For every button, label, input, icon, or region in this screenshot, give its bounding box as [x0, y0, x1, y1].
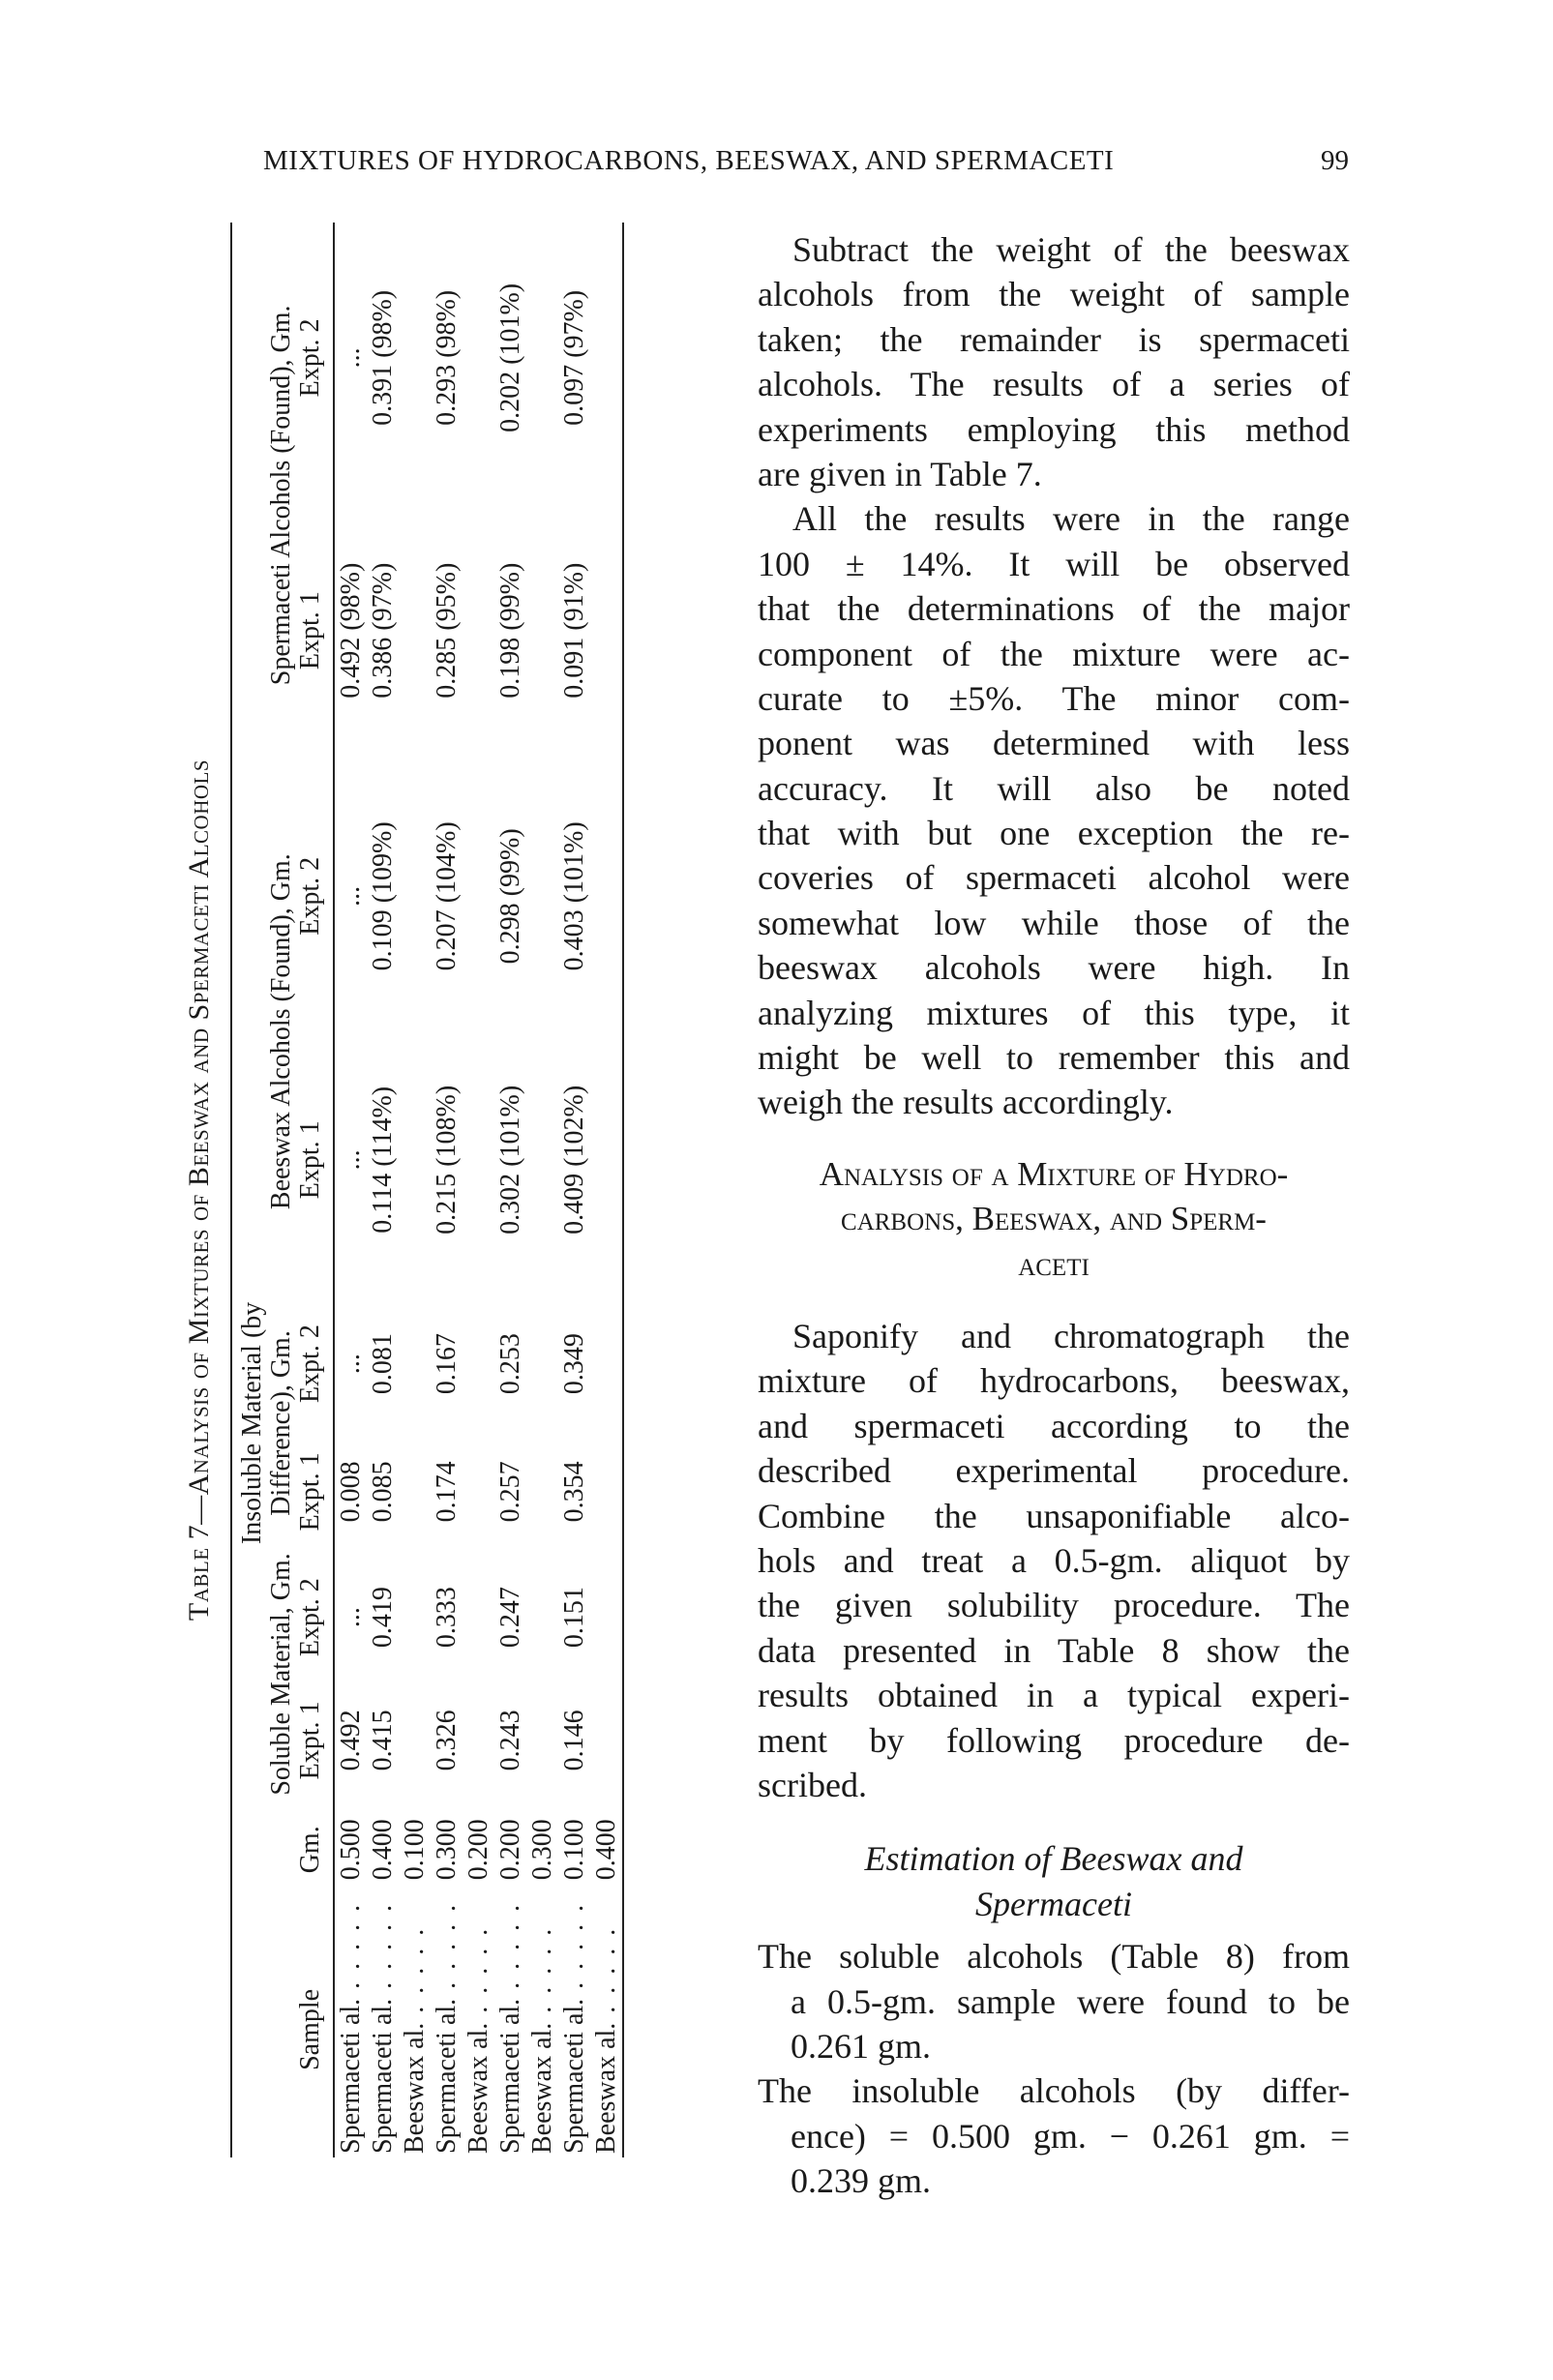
cell-sp1	[399, 493, 431, 768]
page-number: 99	[1321, 145, 1349, 176]
text-line: described experimental procedure.	[758, 1451, 1350, 1491]
cell-sol1	[463, 1683, 494, 1798]
table-row	[558, 223, 590, 2157]
cell-bw1	[463, 1025, 494, 1295]
cell-sol1	[399, 1683, 431, 1798]
cell-ins1: 0.257	[495, 1461, 525, 1523]
cell-sp1	[590, 493, 623, 768]
cell-bw2: 0.207 (104%)	[432, 821, 462, 971]
text-line: are given in Table 7.	[758, 454, 1042, 493]
cell-sol2: 0.151	[559, 1587, 589, 1649]
cell-bw1	[399, 1025, 431, 1295]
cell-sp2: 0.202 (101%)	[495, 283, 525, 432]
text-line: 0.261 gm.	[791, 2026, 932, 2066]
header-soluble: Soluble Material, Gm.	[231, 1551, 296, 1798]
text-line: results obtained in a typical experi-	[758, 1676, 1350, 1715]
cell-ins1	[590, 1433, 623, 1552]
cell-sp2	[463, 223, 494, 493]
header-insoluble: Insoluble Material (by Difference), Gm.	[231, 1295, 296, 1552]
cell-sol2	[526, 1551, 558, 1683]
cell-bw1: ...	[336, 1149, 366, 1171]
text-line: experiments employing this method	[758, 409, 1350, 449]
text-line: might be well to remember this and	[758, 1038, 1350, 1078]
cell-sp2: 0.097 (97%)	[559, 289, 589, 426]
text-line: ment by following procedure de-	[758, 1720, 1350, 1760]
cell-ins1: 0.085	[368, 1461, 398, 1523]
table-row	[431, 223, 463, 2157]
text-line: mixture of hydrocarbons, beeswax,	[758, 1361, 1350, 1401]
subsection-heading	[758, 1836, 1350, 1926]
cell-gm: 0.300	[432, 1819, 462, 1881]
dot-leader: . . . . .	[368, 1901, 398, 1999]
text-line: weigh the results accordingly.	[758, 1083, 1174, 1122]
cell-bw1	[526, 1025, 558, 1295]
cell-bw2: 0.298 (99%)	[495, 828, 525, 965]
cell-sp2: 0.391 (98%)	[368, 289, 398, 426]
text-line: Combine the unsaponifiable alco-	[758, 1496, 1350, 1535]
cell-sol2	[590, 1551, 623, 1683]
dot-leader: . . . . .	[432, 1901, 462, 1999]
text-line: ence) = 0.500 gm. − 0.261 gm. =	[791, 2116, 1350, 2156]
cell-sol1: 0.492	[336, 1710, 366, 1771]
cell-ins1: 0.354	[559, 1461, 589, 1523]
cell-ins2: 0.167	[432, 1333, 462, 1395]
running-title: MIXTURES OF HYDROCARBONS, BEESWAX, AND SPERMACETI	[263, 145, 1115, 176]
cell-sp1: 0.198 (99%)	[495, 562, 525, 699]
dot-leader: . . . . .	[463, 1925, 493, 2023]
text-line: component of the mixture were ac-	[758, 634, 1350, 673]
cell-sample: Beeswax al. . . . . .	[400, 1925, 430, 2154]
text-line: The insoluble alcohols (by differ-	[758, 2071, 1350, 2111]
cell-sol2: 0.247	[495, 1587, 525, 1649]
cell-bw2	[399, 768, 431, 1025]
text-line: a 0.5-gm. sample were found to be	[791, 1981, 1350, 2021]
cell-sol1: 0.243	[495, 1710, 525, 1771]
text-line: accuracy. It will also be noted	[758, 768, 1350, 808]
text-line: 100 ± 14%. It will be observed	[758, 544, 1350, 583]
cell-ins1	[399, 1433, 431, 1552]
text-line: Saponify and chromatograph the	[792, 1317, 1350, 1356]
text-line: ponent was determined with less	[758, 724, 1350, 763]
table-row	[590, 223, 623, 2157]
cell-bw1: 0.114 (114%)	[368, 1086, 398, 1234]
cell-bw1: 0.215 (108%)	[432, 1085, 462, 1235]
cell-sp1: 0.386 (97%)	[368, 562, 398, 699]
calculation-item	[758, 2068, 1350, 2203]
paragraph	[758, 496, 1350, 1124]
table-row	[334, 223, 367, 2157]
cell-sp1: 0.492 (98%)	[336, 562, 366, 699]
cell-gm: 0.400	[368, 1819, 398, 1881]
text-line: Analysis of a Mixture of Hydro-	[819, 1154, 1289, 1193]
text-line: that the determinations of the major	[758, 589, 1350, 629]
cell-ins2	[463, 1295, 494, 1433]
header-expt1: Expt. 1	[296, 1025, 334, 1295]
header-expt1: Expt. 1	[296, 493, 334, 768]
cell-sample: Beeswax al. . . . . .	[590, 1902, 623, 2157]
cell-sample: Beeswax al. . . . . .	[463, 1925, 493, 2154]
text-line: Spermaceti	[975, 1884, 1132, 1923]
dot-leader: . . . . .	[527, 1925, 557, 2023]
cell-bw2	[590, 768, 623, 1025]
cell-bw1: 0.409 (102%)	[559, 1085, 589, 1235]
header-gm: Gm.	[231, 1798, 334, 1902]
text-line: the given solubility procedure. The	[758, 1586, 1350, 1625]
dot-leader: . . . . .	[495, 1901, 525, 1999]
cell-bw2: ...	[336, 885, 366, 907]
header-expt2: Expt. 2	[296, 1551, 334, 1683]
cell-gm: 0.300	[527, 1819, 557, 1881]
paragraph	[758, 1314, 1350, 1807]
cell-bw1: 0.302 (101%)	[495, 1085, 525, 1235]
header-expt1: Expt. 1	[296, 1433, 334, 1552]
header-beeswax: Beeswax Alcohols (Found), Gm.	[231, 768, 296, 1295]
cell-sp2	[590, 223, 623, 493]
cell-bw2: 0.109 (109%)	[368, 821, 398, 971]
cell-sol1: 0.146	[559, 1710, 589, 1771]
cell-ins2: 0.081	[368, 1333, 398, 1395]
header-expt2: Expt. 2	[296, 768, 334, 1025]
calculation-item	[758, 1934, 1350, 2068]
cell-ins2	[590, 1295, 623, 1433]
cell-sp1	[526, 493, 558, 768]
cell-sol2	[399, 1551, 431, 1683]
table-row	[367, 223, 399, 2157]
cell-sol2	[463, 1551, 494, 1683]
text-line: that with but one exception the re-	[758, 814, 1350, 853]
cell-bw1	[590, 1025, 623, 1295]
cell-ins2: ...	[336, 1354, 366, 1375]
table-row	[399, 223, 431, 2157]
cell-gm: 0.100	[400, 1819, 430, 1881]
text-line: alcohols from the weight of sample	[758, 275, 1350, 314]
cell-sample: Spermaceti al. . . . . .	[495, 1901, 525, 2154]
cell-bw2	[463, 768, 494, 1025]
text-line: 0.239 gm.	[791, 2161, 932, 2201]
text-line: The soluble alcohols (Table 8) from	[758, 1937, 1350, 1977]
cell-sol2: 0.333	[432, 1587, 462, 1649]
dot-leader: . . . . .	[336, 1901, 366, 1999]
header-sample: Sample	[231, 1902, 334, 2157]
table-row	[494, 223, 526, 2157]
text-line: All the results were in the range	[792, 499, 1350, 539]
cell-ins2	[526, 1295, 558, 1433]
cell-sp2	[526, 223, 558, 493]
text-line: taken; the remainder is spermaceti	[758, 319, 1350, 359]
cell-sample: Spermaceti al. . . . . .	[559, 1901, 589, 2154]
cell-sample: Beeswax al. . . . . .	[527, 1925, 557, 2154]
text-line: and spermaceti according to the	[758, 1406, 1350, 1445]
cell-gm: 0.100	[559, 1819, 589, 1881]
table-caption: Table 7—Analysis of Mixtures of Beeswax and Spermaceti Alcohols	[183, 759, 215, 1621]
text-line: somewhat low while those of the	[758, 903, 1350, 942]
cell-ins2: 0.253	[495, 1333, 525, 1395]
cell-sp2	[399, 223, 431, 493]
cell-sp1: 0.091 (91%)	[559, 562, 589, 699]
cell-ins2	[399, 1295, 431, 1433]
cell-sol1: 0.326	[432, 1710, 462, 1771]
cell-gm: 0.200	[463, 1819, 493, 1881]
text-line: beeswax alcohols were high. In	[758, 948, 1350, 988]
text-line: scribed.	[758, 1765, 867, 1804]
cell-sp1	[463, 493, 494, 768]
cell-sol1	[526, 1683, 558, 1798]
cell-sample: Spermaceti al. . . . . .	[368, 1901, 398, 2154]
text-line: aceti	[1018, 1244, 1090, 1283]
dot-leader: . . . . .	[400, 1925, 430, 2023]
header-expt1: Expt. 1	[296, 1683, 334, 1798]
cell-sp1: 0.285 (95%)	[432, 562, 462, 699]
dot-leader: . . . . .	[591, 1925, 621, 2023]
text-line: curate to ±5%. The minor com-	[758, 678, 1350, 718]
cell-sample: Spermaceti al. . . . . .	[432, 1901, 462, 2154]
text-line: analyzing mixtures of this type, it	[758, 993, 1350, 1032]
header-spermaceti: Spermaceti Alcohols (Found), Gm.	[231, 223, 296, 768]
text-column	[758, 227, 1350, 2203]
cell-sol2: 0.419	[368, 1587, 398, 1649]
cell-ins1	[526, 1433, 558, 1552]
cell-ins1	[463, 1433, 494, 1552]
cell-sample: Spermaceti al. . . . . .	[336, 1901, 366, 2154]
paragraph	[758, 227, 1350, 496]
cell-sp2: 0.293 (98%)	[432, 289, 462, 426]
table-7	[174, 223, 658, 2157]
cell-gm: 0.200	[495, 1819, 525, 1881]
cell-gm: 0.500	[336, 1819, 366, 1881]
cell-ins2: 0.349	[559, 1333, 589, 1395]
cell-gm: 0.400	[590, 1798, 623, 1902]
cell-sol1: 0.415	[368, 1710, 398, 1771]
cell-bw2: 0.403 (101%)	[559, 821, 589, 971]
text-line: hols and treat a 0.5-gm. aliquot by	[758, 1540, 1350, 1580]
cell-bw2	[526, 768, 558, 1025]
text-line: data presented in Table 8 show the	[758, 1630, 1350, 1670]
table-row	[526, 223, 558, 2157]
data-table	[230, 223, 624, 2157]
cell-ins1: 0.008	[336, 1461, 366, 1523]
header-expt2: Expt. 2	[296, 1295, 334, 1433]
section-heading	[758, 1152, 1350, 1287]
dot-leader: . . . . .	[559, 1901, 589, 1999]
cell-sol1	[590, 1683, 623, 1798]
cell-sp2: ...	[336, 347, 366, 369]
text-line: carbons, Beeswax, and Sperm-	[841, 1200, 1267, 1238]
text-line: Subtract the weight of the beeswax	[792, 230, 1350, 269]
cell-sol2: ...	[336, 1607, 366, 1628]
header-expt2: Expt. 2	[296, 223, 334, 493]
table-row	[463, 223, 494, 2157]
text-line: coveries of spermaceti alcohol were	[758, 858, 1350, 898]
cell-ins1: 0.174	[432, 1461, 462, 1523]
text-line: alcohols. The results of a series of	[758, 365, 1350, 404]
text-line: Estimation of Beeswax and	[864, 1839, 1243, 1879]
